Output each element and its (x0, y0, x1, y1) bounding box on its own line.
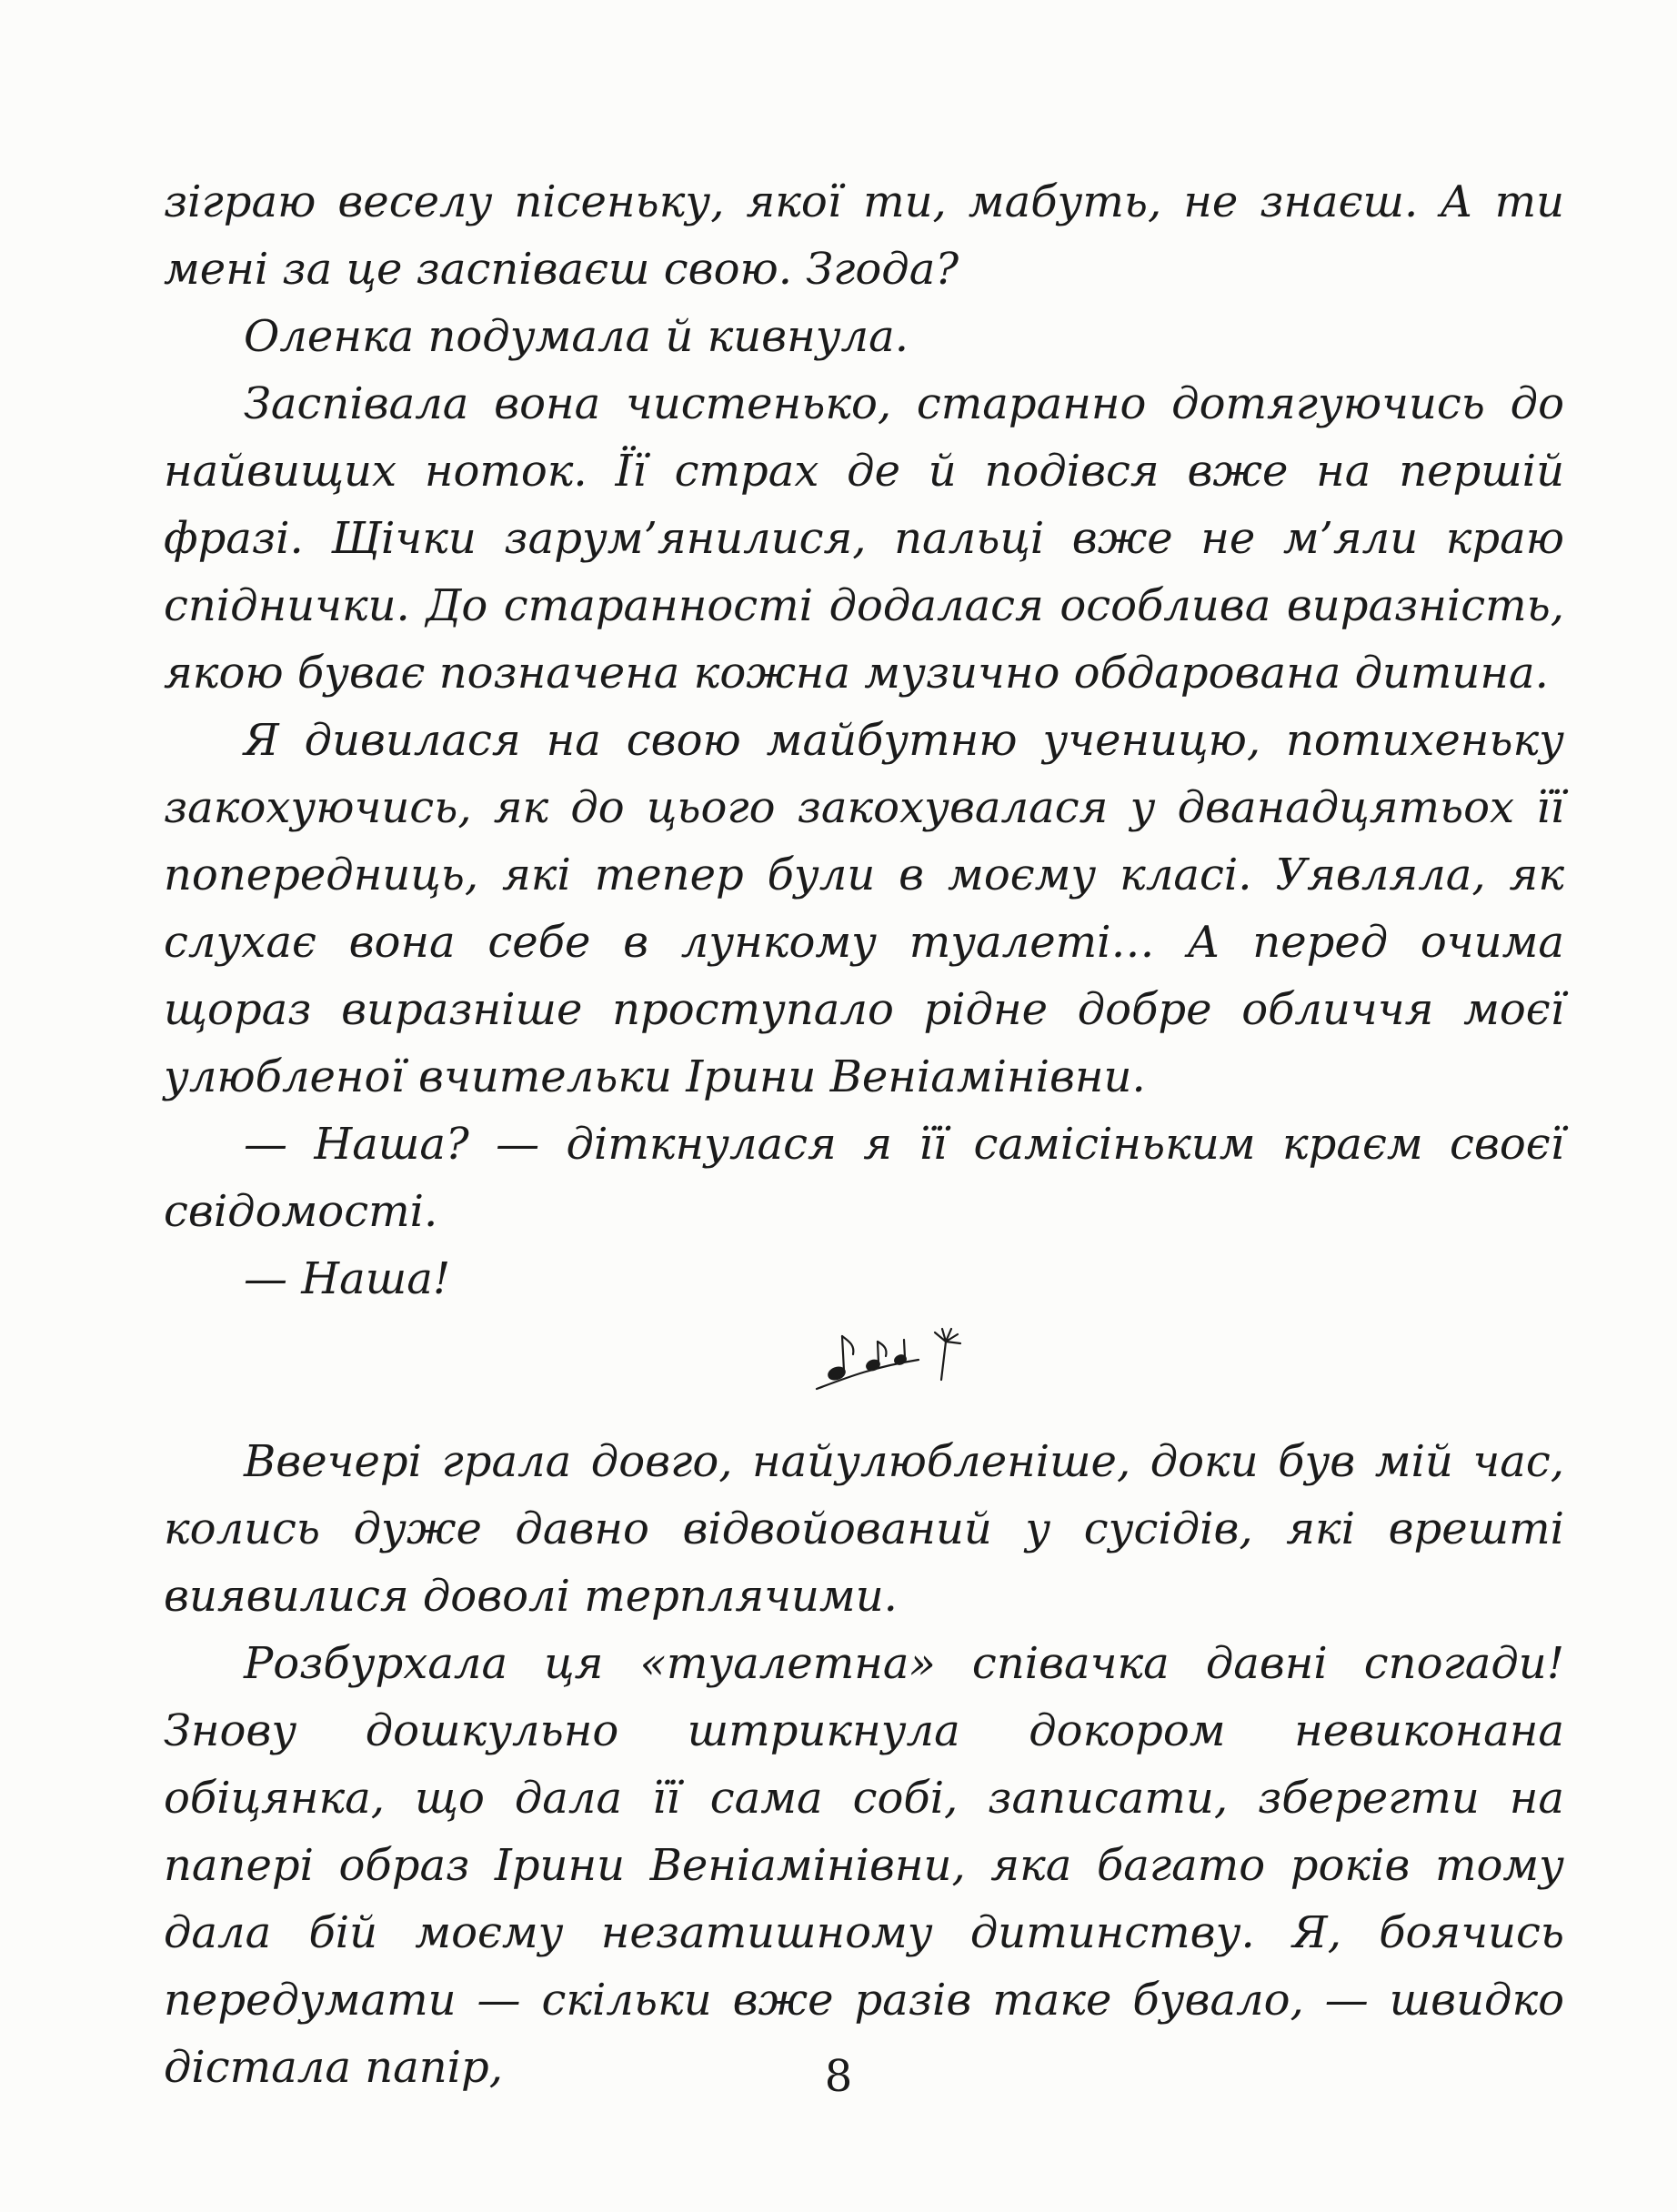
paragraph: — Наша! (244, 1253, 451, 1304)
paragraph: Заспівала вона чистенько, старанно дотягуючись до найвищих ноток. Її страх де й подівся вже на першій фразі. Щічки зарум’янилися, пальці вже не м’яли краю спіднички. До старанності додалася особлива виразність, якою буває позначена кожна музично обдарована дитина. (164, 378, 1564, 699)
page-number: 8 (824, 2051, 853, 2102)
text-block-bottom (164, 1428, 1564, 2101)
paragraph: Я дивилася на свою майбутню ученицю, потихеньку закохуючись, як до цього закохувалася у дванадцятьох її попередниць, які тепер були в моєму класі. Уявляла, як слухає вона себе в лункому туалеті… А перед очима щораз виразніше проступало рідне добре обличчя моєї улюбленої вчительки Ірини Веніамінівни. (164, 715, 1564, 1102)
paragraph: Розбурхала ця «туалетна» співачка давні спогади! Знову дошкульно штрикнула докором невиконана обіцянка, що дала її сама собі, записати, зберегти на папері образ Ірини Веніамінівни, яка багато років тому дала бій моєму незатишному дитинству. Я, боячись передумати — скільки вже разів таке бувало, — швидко дістала папір, (164, 1638, 1564, 2093)
paragraph: — Наша? — діткнулася я її самісіньким краєм своєї свідомості. (164, 1119, 1564, 1237)
music-notes-ornament-icon (809, 1323, 973, 1405)
paragraph: Ввечері грала довго, найулюбленіше, доки був мій час, колись дуже давно відвойований у сусідів, які врешті виявилися доволі терплячими. (164, 1436, 1564, 1622)
text-block-top (164, 168, 1564, 1312)
paragraph: зіграю веселу пісеньку, якої ти, мабуть, не знаєш. А ти мені за це заспіваєш свою. Згода? (164, 176, 1564, 295)
paragraph: Оленка подумала й кивнула. (244, 311, 909, 362)
